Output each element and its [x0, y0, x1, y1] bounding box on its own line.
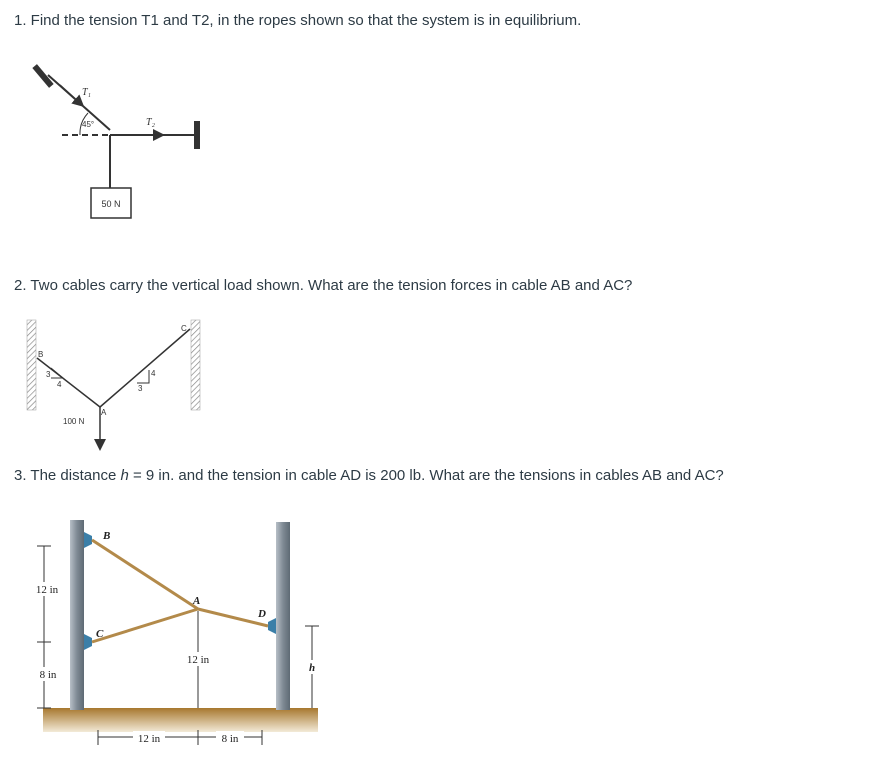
- label-weight: 50 N: [101, 199, 121, 209]
- question-3-text-start: 3. The distance: [14, 467, 121, 484]
- label-dim-right: h: [308, 662, 316, 674]
- cable-ab: [37, 358, 100, 407]
- figure-2-diagram: [25, 315, 225, 455]
- label-load: 100 N: [63, 417, 85, 426]
- label-left-rise: 3: [46, 370, 51, 379]
- question-1-text: 1. Find the tension T1 and T2, in the ropes shown so that the system is in equilibrium.: [14, 12, 582, 29]
- label-point-c: C: [96, 628, 104, 640]
- label-right-rise: 4: [151, 369, 156, 378]
- right-wall: [191, 320, 200, 410]
- label-point-d: D: [258, 608, 266, 620]
- right-wall-support: [194, 121, 200, 149]
- slope-triangle-right: [137, 370, 149, 383]
- right-post: [276, 522, 290, 710]
- label-dim-bottom-left: 12 in: [137, 733, 161, 745]
- label-dim-left-lower: 8 in: [39, 669, 57, 681]
- label-right-run: 3: [138, 384, 143, 393]
- rope-t1-arrow: [60, 85, 82, 105]
- bracket-b: [84, 532, 92, 548]
- label-dim-left-upper: 12 in: [35, 584, 59, 596]
- label-dim-bottom-right: 8 in: [221, 733, 239, 745]
- cable-ac: [92, 609, 198, 642]
- slope-triangle-left: [51, 368, 63, 378]
- question-3-variable-h: h: [120, 467, 129, 484]
- label-point-a: A: [101, 408, 107, 417]
- label-point-b: B: [38, 350, 44, 359]
- label-angle: 45°: [82, 120, 95, 129]
- question-3-text: [14, 467, 724, 484]
- label-left-run: 4: [57, 380, 62, 389]
- left-post: [70, 520, 84, 710]
- label-dim-center: 12 in: [186, 654, 210, 666]
- label-point-a: A: [193, 595, 201, 607]
- cable-ac: [100, 329, 190, 407]
- figure-3-diagram: [28, 500, 328, 760]
- label-point-c: C: [181, 324, 187, 333]
- cable-ab: [92, 540, 201, 609]
- question-2-text: 2. Two cables carry the vertical load shown. What are the tension forces in cable AB and AC?: [14, 277, 633, 294]
- label-t1: T₁: [82, 87, 92, 98]
- left-wall: [27, 320, 36, 410]
- ground: [43, 708, 318, 732]
- label-point-b: B: [103, 530, 111, 542]
- bracket-c: [84, 634, 92, 650]
- question-3-text-end: = 9 in. and the tension in cable AD is 200 lb. What are the tensions in cables AB and AC?: [128, 467, 724, 484]
- figure-1-diagram: [30, 55, 220, 225]
- bracket-d: [268, 618, 276, 634]
- label-t2: T₂: [146, 117, 156, 128]
